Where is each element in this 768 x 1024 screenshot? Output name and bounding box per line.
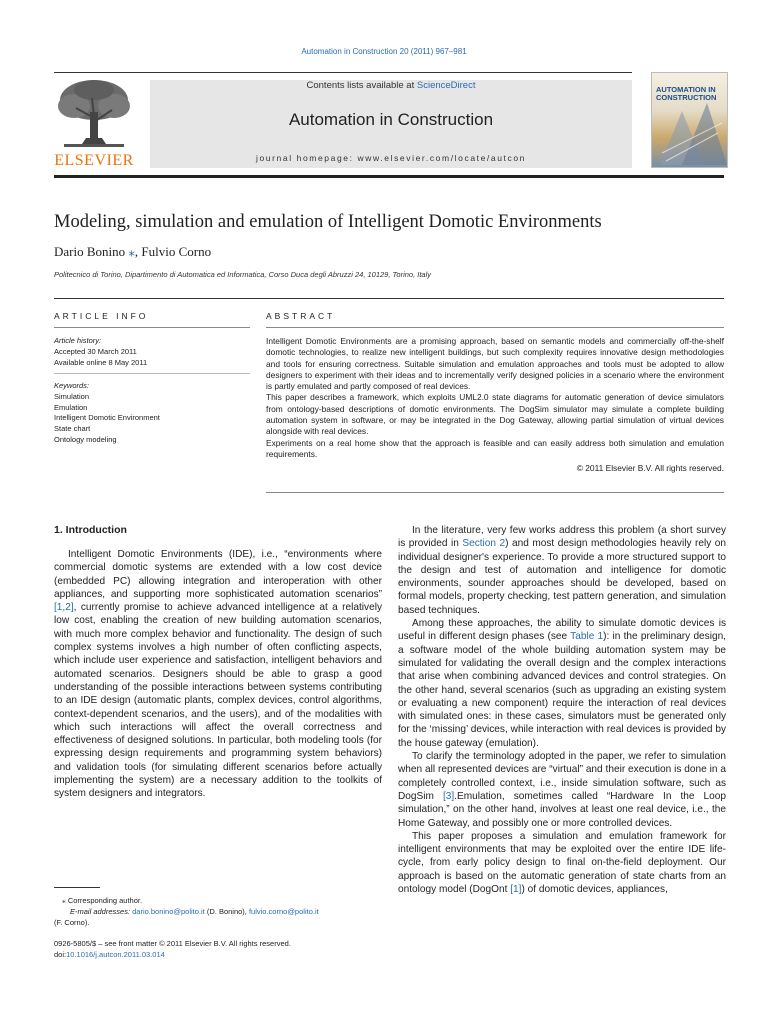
doi-line [54,949,384,960]
info-rule [54,327,250,328]
elsevier-logo [52,78,136,170]
sciencedirect-link[interactable]: ScienceDirect [416,80,476,91]
keyword-item: Intelligent Domotic Environment [54,413,160,423]
article-title: Modeling, simulation and emulation of Intelligent Domotic Environments [54,212,602,232]
keyword-item: Ontology modeling [54,434,117,444]
cover-line2: CONSTRUCTION [656,93,717,102]
keywords [54,381,250,446]
journal-cover-image [651,72,728,168]
publisher-name: ELSEVIER [54,152,134,169]
citation-link[interactable]: [1,2] [54,602,74,614]
table-link[interactable]: Table 1 [570,631,604,643]
article-history [54,336,250,368]
cover-line1: AUTOMATION IN [656,85,716,94]
front-matter [54,938,384,960]
keywords-label: Keywords: [54,381,90,390]
corresponding-mark[interactable]: ⁎ [128,244,135,259]
doi-link[interactable]: 10.1016/j.autcon.2011.03.014 [66,950,165,959]
tree-icon [52,78,136,152]
email-label: E-mail addresses: [70,907,133,916]
author-separator: , [134,244,142,259]
doi-label: doi: [54,950,67,959]
section-link[interactable]: Section 2 [462,538,506,550]
article-info-label: ARTICLE INFO [54,311,149,321]
text-run: To clarify the terminology adopted in the paper, we refer to simulation when all represented devices are “virtual” and their execution is done in a completely controlled context, i.e., inside simulation software, such as DogSim [398,751,726,802]
cover-building-icon [652,73,727,167]
section-heading: 1. Introduction [54,524,127,536]
abstract-rule [266,327,724,328]
text-run: , currently promise to achieve advanced intelligence at a relatively low cost, enabling the creation of new building automation scenarios, with much more complex behavior and functionality. The design of such complex systems involves a high number of often conflicting aspects, which include user experience and satisfaction, intelligent behaviors and automated scenarios. Designers should be able to grasp a good understanding of the possible interactions between systems contributing to an IDE design (automatic plants, complex devices, control algorithms, context-dependent scenarios, and the users), and of the modalities with which such interactions will affect the overall correctness and effectiveness of designed solutions. In particular, both modeling tools (for expressing design requirements and programming system behaviors) and validation tools (for simulating different scenarios before actually implementing the system) are a necessary addition to the toolkits of system designers and integrators. [54,602,382,800]
contents-prefix: Contents lists available at [306,80,417,91]
email-owner-2: (F. Corno). [54,918,90,927]
body-paragraph [54,548,382,801]
history-label: Article history: [54,336,102,345]
top-rule [54,72,632,73]
info-divider [54,373,250,374]
corresponding-note: ⁎ Corresponding author. [62,896,143,905]
body-paragraph [398,617,726,750]
authors [54,244,211,260]
journal-homepage[interactable]: journal homepage: www.elsevier.com/locate/autcon [255,153,527,163]
journal-title: Automation in Construction [288,110,494,129]
affiliation: Politecnico di Torino, Dipartimento di Automatica ed Informatica, Corso Duca degli Abruzzi 24, 10129, Torino, Italy [54,270,431,279]
text-run: .Emulation, sometimes called “Hardware In the Loop simulation,” on the other hand, involves at least one real device, i.e., the Home Gateway, and possibly one or more controlled devices. [398,790,726,829]
text-run: ) and most design methodologies heavily rely on individual designer's experience. To provide a more structured support to the design and test of automation and intelligence for domotic environments, sounder approaches should be developed, based on formal models, property checking, test pattern generation, and simulation based techniques. [398,538,726,616]
text-run: Among these approaches, the ability to simulate domotic devices is useful in different design phases (see [398,618,726,643]
text-run: ) of domotic devices, appliances, [521,884,668,896]
abstract-copyright: © 2011 Elsevier B.V. All rights reserved. [576,463,724,474]
online-date: Available online 8 May 2011 [54,357,148,367]
abstract-paragraph: Experiments on a real home show that the approach is feasible and can easily address both simulation and emulation requirements. [266,437,724,459]
abstract-paragraph: This paper describes a framework, which exploits UML2.0 state diagrams for automatic generation of device simulators from ontology-based descriptions of domotic environments. The DogSim simulator may simulate a complete building automation system in software, or may be integrated in the Dog Gateway, allowing partial simulation of virtual devices alongside with real devices. [266,392,724,437]
abstract-paragraph: Intelligent Domotic Environments are a promising approach, based on semantic models and commercially off-the-shelf domotic technologies, to realize new intelligent buildings, but such complexity requires innovative design methodologies and tools for ensuring correctness. Suitable simulation and emulation approaches and tools must be adopted to allow designers to experiment with their ideas and to incrementally verify designed policies in a scenario where the environment is partly emulated and partly composed of real devices. [266,336,724,392]
email-link-1[interactable]: dario.bonino@polito.it [132,907,205,916]
header-thick-rule [54,175,724,178]
body-left-column [54,548,382,801]
author-2[interactable]: Fulvio Corno [141,244,212,259]
email-owner-1: (D. Bonino), [204,907,249,916]
abstract-text [266,336,724,475]
body-paragraph [398,830,726,896]
abstract-label: ABSTRACT [266,311,336,321]
email-link-2[interactable]: fulvio.corno@polito.it [248,907,319,916]
footnote-rule [54,887,100,888]
body-paragraph [398,750,726,830]
contents-line [150,80,632,91]
text-run: In the literature, very few works address this problem (a short survey is provided in [398,525,726,550]
keyword-item: Simulation [54,391,90,401]
issn-line: 0926-5805/$ – see front matter © 2011 Elsevier B.V. All rights reserved. [54,939,291,948]
keyword-item: Emulation [54,402,88,412]
abstract-bottom-rule [266,492,724,493]
text-run: This paper proposes a simulation and emulation framework for intelligent environments that may be exploited over the entire IDE life-cycle, from early policy design to final on-the-field deployment. Our approach is based on the automatic generation of state charts from an ontology model (DogOnt [398,830,726,896]
journal-reference[interactable]: Automation in Construction 20 (2011) 967–981 [301,47,467,56]
section-rule [54,298,724,299]
body-paragraph [398,524,726,617]
author-1[interactable]: Dario Bonino [54,244,126,259]
keyword-item: State chart [54,424,91,434]
email-note [54,906,384,917]
footnotes [54,895,384,928]
body-right-column [398,524,726,896]
text-run: ): in the preliminary design, a software model of the whole building automation system may be simulated for validating the overall design and the complex interactions that arise when combining advanced devices and control strategies. On the other hand, several scenarios (such as upgrading an existing system or evaluating a new component) require the interaction of real devices with simulated ones: in these cases, simulators must be generated only for the ‘missing’ devices, while interaction with real devices is provided by the house gateway (emulation). [398,631,726,749]
citation-link[interactable]: [1] [510,884,522,896]
text-run: Intelligent Domotic Environments (IDE), i.e., “environments where commercial domotic systems are extended with a low cost device (embedded PC) allowing integration and interoperation with other appliances, and supporting more sophisticated automation scenarios” [54,549,382,600]
citation-link[interactable]: [3] [442,790,455,802]
accepted-date: Accepted 30 March 2011 [54,346,137,356]
